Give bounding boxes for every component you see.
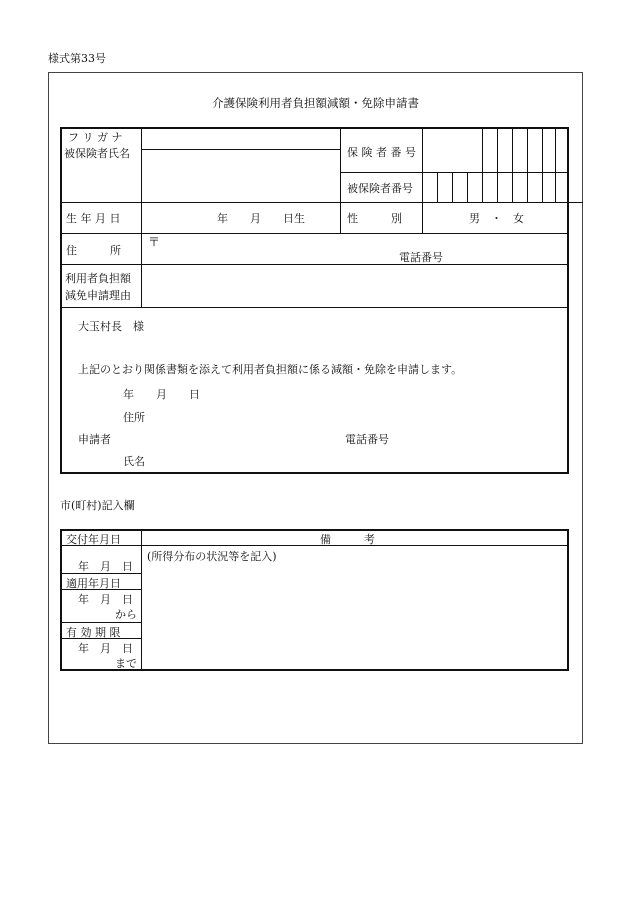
form-title: 介護保険利用者負担額減額・免除申請書 (212, 96, 419, 110)
number-label-left-line (340, 127, 341, 233)
number-label-right-line (422, 127, 423, 233)
applicant-phone-label: 電話番号 (345, 433, 389, 446)
postal-mark: 〒 (148, 235, 161, 249)
municipal-row-divider (60, 622, 142, 623)
apply-date-label: 適用年月日 (66, 577, 121, 590)
insurer-number-input[interactable] (424, 129, 566, 171)
applicant-name-label: 氏名 (123, 455, 145, 468)
addressee: 大玉村長 様 (78, 320, 144, 333)
form-number: 様式第33号 (48, 52, 106, 65)
address-input[interactable] (160, 235, 566, 263)
from-label: から (115, 608, 137, 621)
municipal-right-border (567, 529, 569, 671)
application-date[interactable]: 年 月 日 (123, 388, 200, 401)
remarks-input[interactable] (143, 563, 566, 668)
sex-label: 性 別 (347, 212, 402, 225)
declaration-statement: 上記のとおり関係書類を添えて利用者負担額に係る減額・免除を申請します。 (78, 363, 463, 376)
insured-name-label: 被保険者氏名 (64, 147, 130, 160)
row-divider-extension (569, 202, 583, 203)
phone-label: 電話番号 (399, 251, 443, 264)
table-bottom-border (60, 472, 569, 474)
reason-label-line2: 減免申請理由 (65, 289, 131, 302)
municipal-header-divider (60, 545, 569, 546)
validity-label: 有 効 期 限 (66, 626, 121, 639)
validity-date-value[interactable]: 年 月 日 (78, 642, 133, 655)
insured-number-label: 被保険者番号 (347, 182, 413, 195)
remarks-note: (所得分布の状況等を記入) (147, 550, 277, 563)
until-label: まで (115, 657, 137, 670)
row-divider-birth (60, 202, 569, 203)
furigana-label: フ リ ガ ナ (68, 131, 123, 144)
row-divider-reason (60, 264, 569, 265)
birthdate-placeholder: 年 月 日生 (217, 212, 305, 225)
municipal-section-heading: 市(町村)記入欄 (60, 499, 135, 512)
applicant-address-label: 住所 (123, 411, 145, 424)
furigana-divider (141, 149, 340, 150)
applicant-label: 申請者 (78, 433, 111, 446)
apply-date-value[interactable]: 年 月 日 (78, 593, 133, 606)
reason-label-line1: 利用者負担額 (65, 272, 131, 285)
label-column-line (141, 127, 142, 307)
birthdate-label: 生 年 月 日 (66, 212, 121, 225)
remarks-label: 備 考 (320, 533, 375, 546)
municipal-left-border (60, 529, 62, 671)
row-divider-declaration (60, 307, 569, 308)
table-right-border (567, 127, 569, 474)
sex-options[interactable]: 男 ・ 女 (469, 212, 524, 225)
municipal-top-border (60, 529, 569, 531)
municipal-column-line (141, 529, 142, 670)
furigana-input[interactable] (143, 129, 339, 148)
issue-date-value[interactable]: 年 月 日 (78, 560, 133, 573)
reason-input[interactable] (143, 266, 566, 306)
insured-name-input[interactable] (143, 151, 339, 201)
number-divider (340, 172, 569, 173)
address-label: 住 所 (66, 244, 121, 257)
insured-number-input[interactable] (424, 174, 566, 201)
issue-date-label: 交付年月日 (66, 533, 121, 546)
table-left-border (60, 127, 62, 474)
row-divider-address (60, 233, 569, 234)
insurer-number-label: 保 険 者 番 号 (347, 146, 416, 159)
